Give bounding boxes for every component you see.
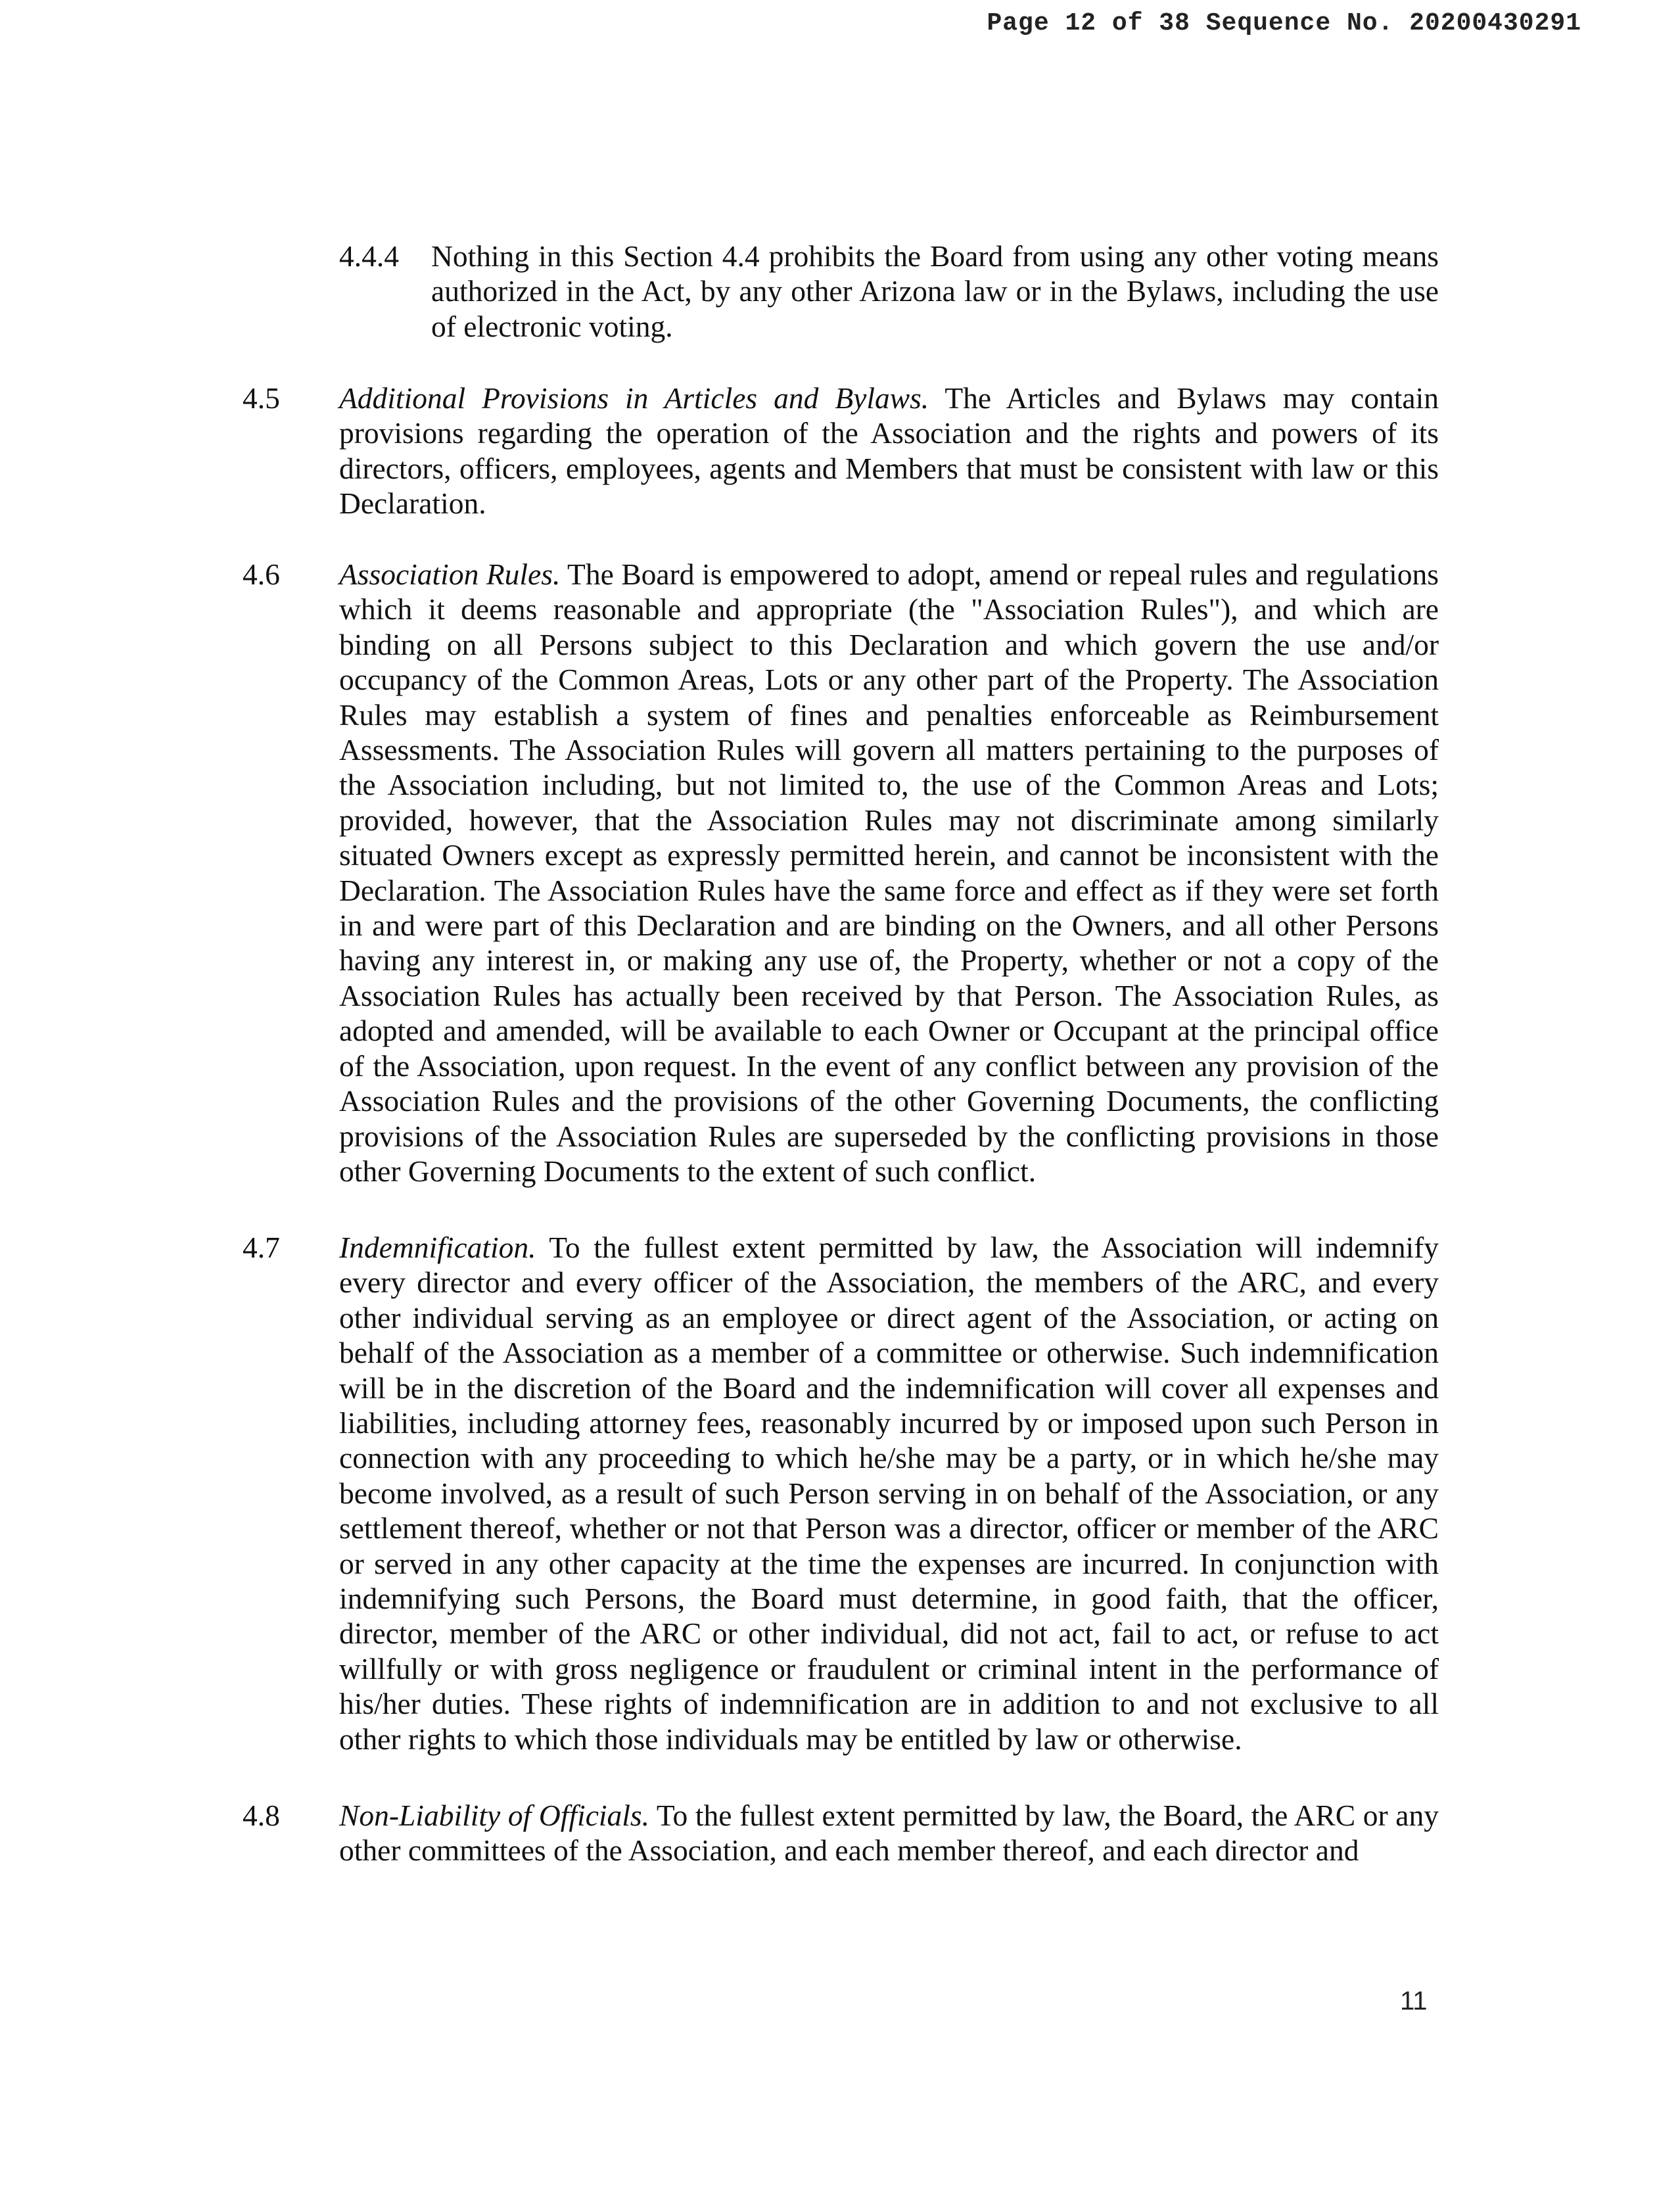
section-4-8-number: 4.8 bbox=[243, 1799, 280, 1832]
section-4-4-4-number: 4.4.4 bbox=[339, 239, 399, 273]
section-4-5-title: Additional Provisions in Articles and Bylaws. bbox=[339, 381, 929, 415]
section-4-5-body: The Articles and Bylaws may contain provisions regarding the operation of the Association and the rights and powers of its directors, officers, employees, agents and Members that must be consistent with law or this Declaration. bbox=[339, 381, 1439, 521]
section-4-6-paragraph bbox=[339, 557, 1439, 1189]
section-4-8-body: To the fullest extent permitted by law, the Board, the ARC or any other committees of the Association, and each member thereof, and each director and bbox=[339, 1799, 1439, 1868]
page-number: 11 bbox=[1400, 1987, 1428, 2016]
section-4-7-body: To the fullest extent permitted by law, the Association will indemnify every director and every officer of the Association, the members of the ARC, and every other individual serving as an employee or direct agent of the Association, or acting on behalf of the Association as a member of a committee or otherwise. Such indemnification will be in the discretion of the Board and the indemnification will cover all expenses and liabilities, including attorney fees, reasonably incurred by or imposed upon such Person in connection with any proceeding to which he/she may be a party, or in which he/she may become involved, as a result of such Person serving in on behalf of the Association, or any settlement thereof, whether or not that Person was a director, officer or member of the ARC or served in any other capacity at the time the expenses are incurred. In conjunction with indemnifying such Persons, the Board must determine, in good faith, that the officer, director, member of the ARC or other individual, did not act, fail to act, or refuse to act willfully or with gross negligence or fraudulent or criminal intent in the performance of his/her duties. These rights of indemnification are in addition to and not exclusive to all other rights to which those individuals may be entitled by law or otherwise. bbox=[339, 1231, 1439, 1756]
section-4-5-number: 4.5 bbox=[243, 381, 280, 415]
section-4-8-title: Non-Liability of Officials. bbox=[339, 1799, 650, 1832]
page-sequence-header: Page 12 of 38 Sequence No. 20200430291 bbox=[987, 9, 1581, 37]
section-4-7-title: Indemnification. bbox=[339, 1231, 536, 1264]
section-4-6-number: 4.6 bbox=[243, 557, 280, 591]
section-4-5-paragraph bbox=[339, 381, 1439, 521]
section-4-7-number: 4.7 bbox=[243, 1231, 280, 1264]
section-4-6-title: Association Rules. bbox=[339, 557, 561, 591]
section-4-7-paragraph bbox=[339, 1230, 1439, 1757]
section-4-6-body: The Board is empowered to adopt, amend or repeal rules and regulations which it deems reasonable and appropriate (the "Association Rules"), and which are binding on all Persons subject to this Declaration and which govern the use and/or occupancy of the Common Areas, Lots or any other part of the Property. The Association Rules may establish a system of fines and penalties enforceable as Reimbursement Assessments. The Association Rules will govern all matters pertaining to the purposes of the Association including, but not limited to, the use of the Common Areas and Lots; provided, however, that the Association Rules may not discriminate among similarly situated Owners except as expressly permitted herein, and cannot be inconsistent with the Declaration. The Association Rules have the same force and effect as if they were set forth in and were part of this Declaration and are binding on the Owners, and all other Persons having any interest in, or making any use of, the Property, whether or not a copy of the Association Rules has actually been received by that Person. The Association Rules, as adopted and amended, will be available to each Owner or Occupant at the principal office of the Association, upon request. In the event of any conflict between any provision of the Association Rules and the provisions of the other Governing Documents, the conflicting provisions of the Association Rules are superseded by the conflicting provisions in those other Governing Documents to the extent of such conflict. bbox=[339, 557, 1439, 1188]
section-4-4-4-paragraph bbox=[431, 239, 1439, 344]
section-4-8-paragraph bbox=[339, 1798, 1439, 1868]
section-4-4-4-body: Nothing in this Section 4.4 prohibits the Board from using any other voting means authorized in the Act, by any other Arizona law or in the Bylaws, including the use of electronic voting. bbox=[431, 239, 1439, 343]
